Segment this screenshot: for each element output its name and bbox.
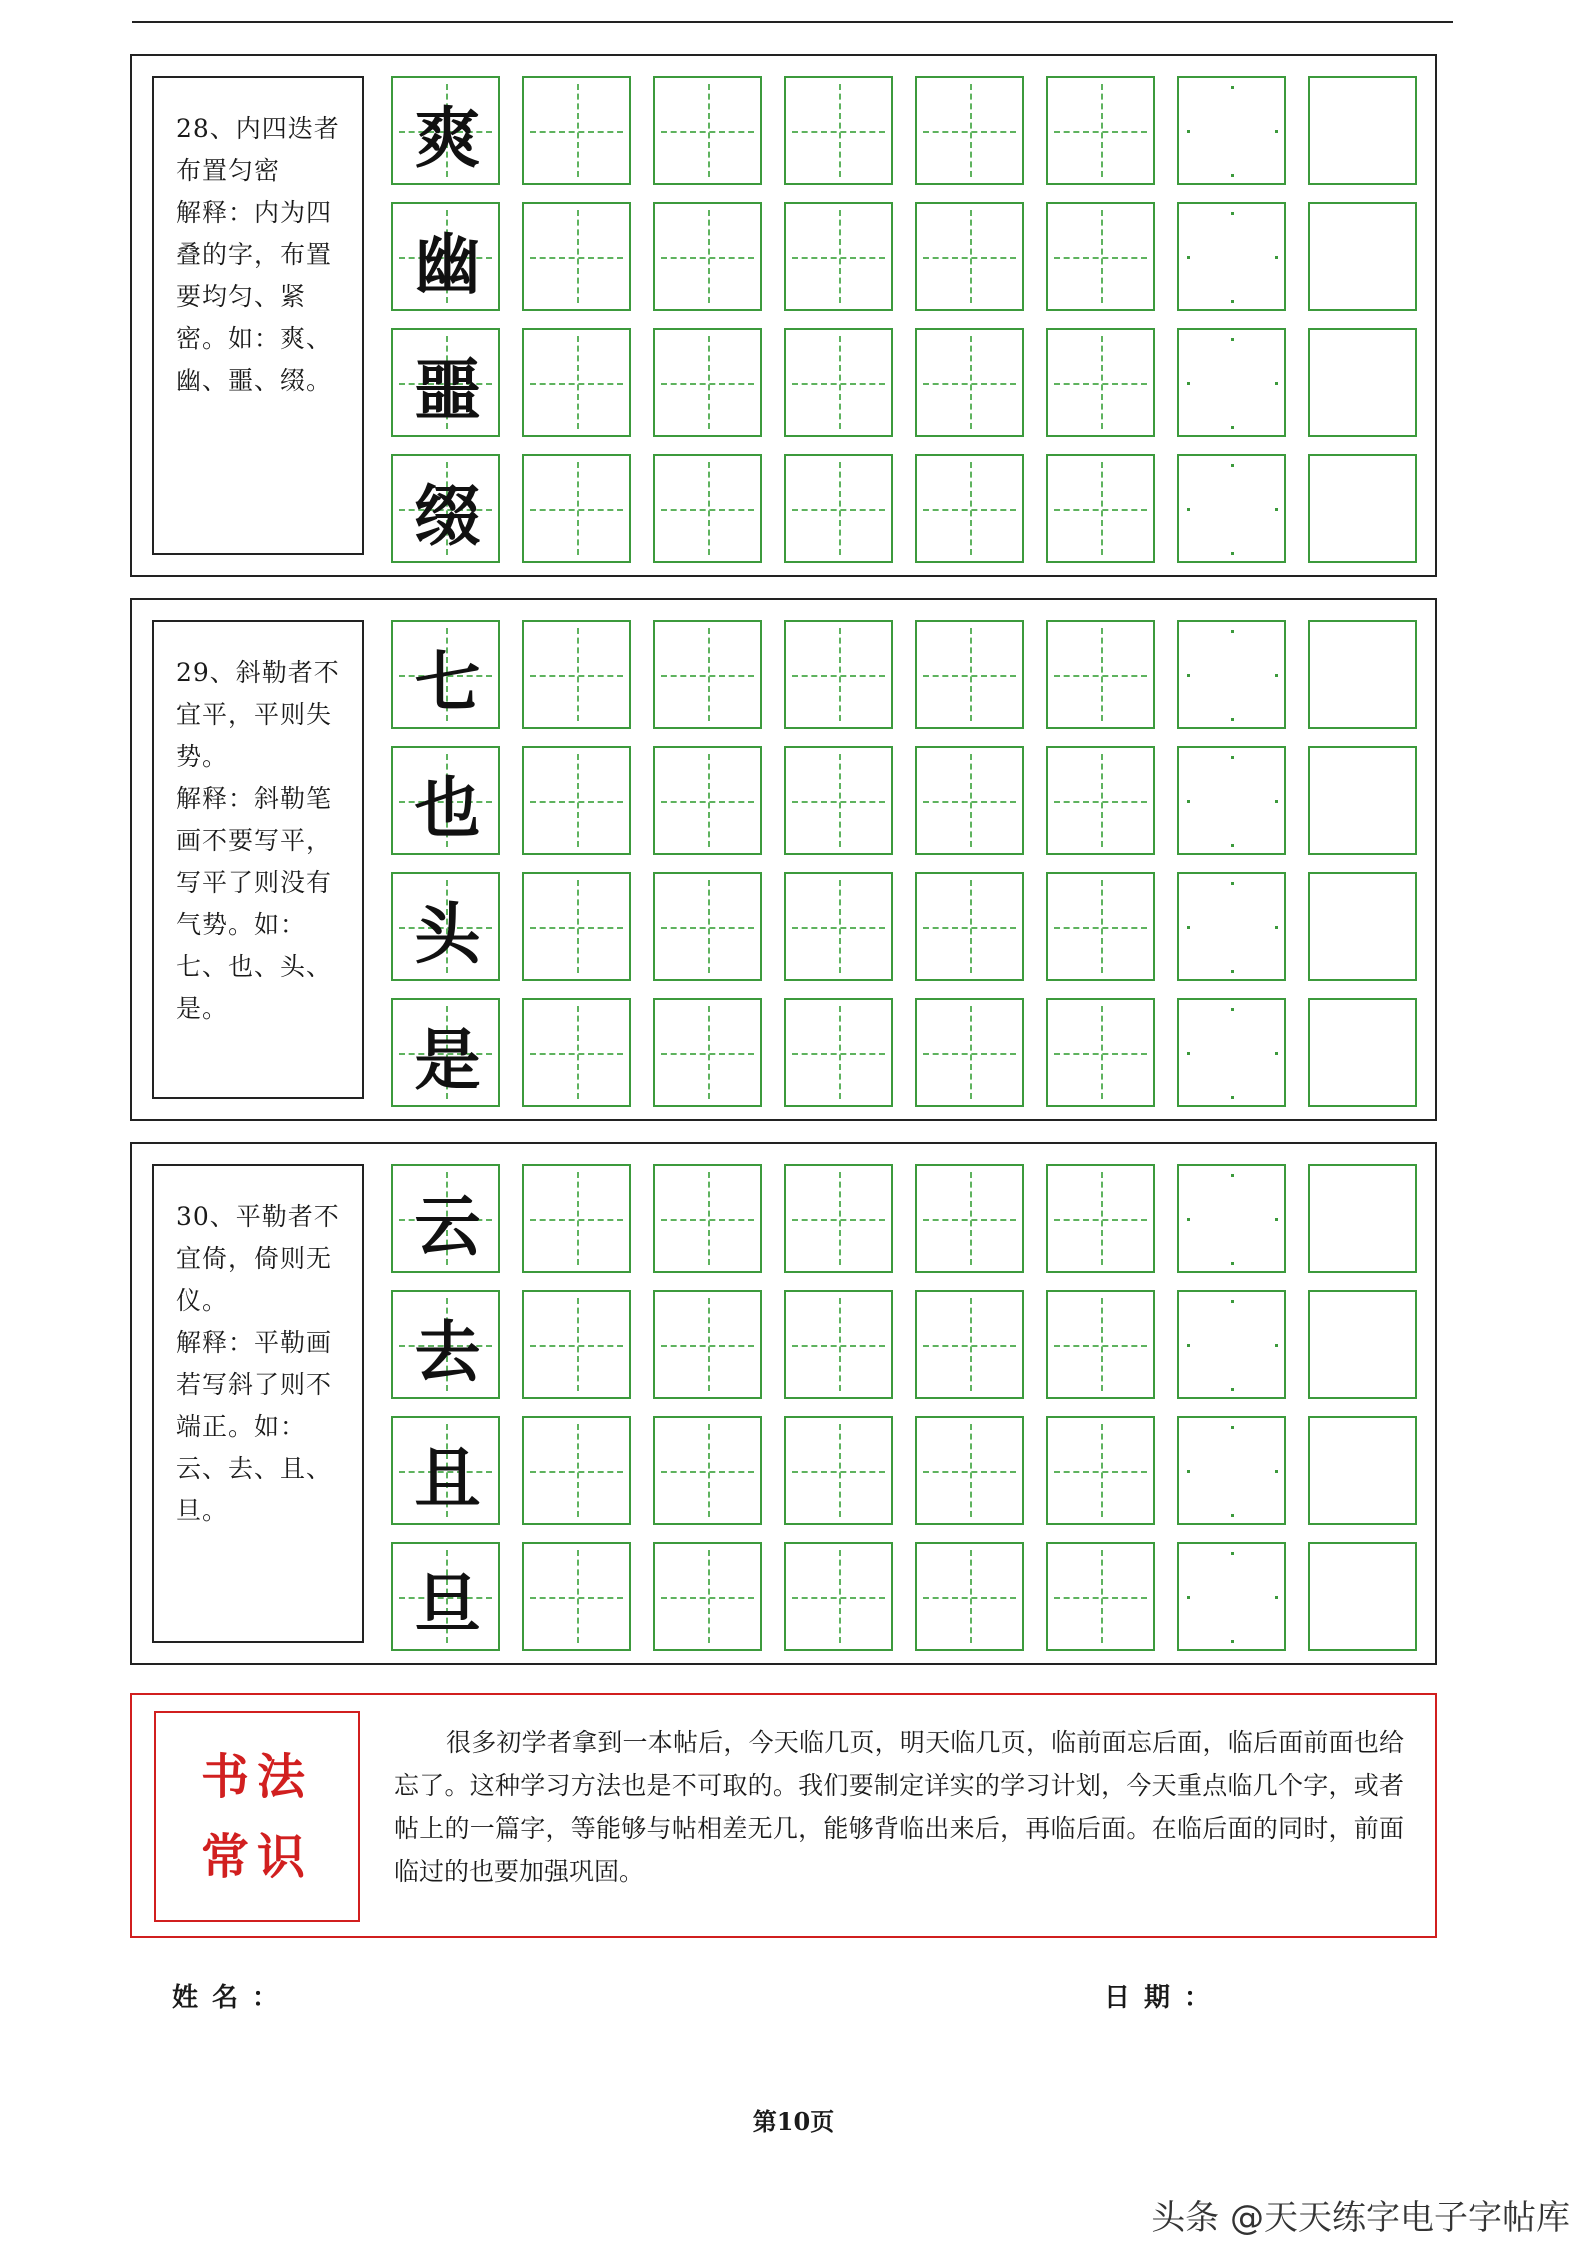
practice-cell-grid[interactable]	[1046, 454, 1155, 563]
tip-title-line1: 书法	[200, 1748, 313, 1805]
practice-cell-grid[interactable]	[522, 328, 631, 437]
practice-cell-grid[interactable]	[915, 76, 1024, 185]
practice-cell-grid[interactable]	[653, 1164, 762, 1273]
practice-cell-grid[interactable]	[522, 454, 631, 563]
practice-cell-blank[interactable]	[1308, 998, 1417, 1107]
practice-cell-grid[interactable]	[653, 1416, 762, 1525]
practice-cell-grid[interactable]	[915, 620, 1024, 729]
practice-cell-grid[interactable]	[1046, 328, 1155, 437]
practice-cell-grid[interactable]	[1046, 746, 1155, 855]
practice-cell-grid[interactable]	[653, 454, 762, 563]
rule-title: 28、内四迭者布置匀密	[176, 114, 340, 185]
practice-cell-grid[interactable]	[784, 454, 893, 563]
practice-cell-grid[interactable]	[522, 1542, 631, 1651]
practice-cell-dotted[interactable]	[1177, 872, 1286, 981]
model-character: 旦	[414, 1565, 481, 1643]
practice-cell-grid[interactable]	[522, 620, 631, 729]
calligraphy-tip-box	[130, 1693, 1437, 1938]
model-character: 缀	[414, 477, 481, 555]
practice-cell-grid[interactable]	[653, 328, 762, 437]
practice-cell-blank[interactable]	[1308, 872, 1417, 981]
practice-cell-dotted[interactable]	[1177, 76, 1286, 185]
practice-cell-grid[interactable]	[784, 872, 893, 981]
practice-cell-grid[interactable]	[653, 746, 762, 855]
model-character-cell	[391, 746, 500, 855]
practice-cell-dotted[interactable]	[1177, 328, 1286, 437]
tip-text: 很多初学者拿到一本帖后，今天临几页，明天临几页，临前面忘后面，临后面前面也给忘了。这种学习方法也是不可取的。我们要制定详实的学习计划，今天重点临几个字，或者帖上的一篇字，等能够与帖相差无几，能够背临出来后，再临后面。在临后面的同时，前面临过的也要加强巩固。	[394, 1728, 1404, 1886]
practice-cell-grid[interactable]	[915, 1290, 1024, 1399]
practice-cell-dotted[interactable]	[1177, 1290, 1286, 1399]
practice-cell-grid[interactable]	[915, 1542, 1024, 1651]
practice-cell-grid[interactable]	[784, 1416, 893, 1525]
practice-cell-grid[interactable]	[653, 620, 762, 729]
practice-cell-grid[interactable]	[1046, 1290, 1155, 1399]
practice-cell-grid[interactable]	[1046, 202, 1155, 311]
model-character-cell	[391, 76, 500, 185]
practice-cell-blank[interactable]	[1308, 746, 1417, 855]
practice-cell-grid[interactable]	[915, 746, 1024, 855]
practice-cell-dotted[interactable]	[1177, 998, 1286, 1107]
model-character: 爽	[414, 99, 481, 177]
practice-cell-blank[interactable]	[1308, 328, 1417, 437]
model-character-cell	[391, 1416, 500, 1525]
model-character-cell	[391, 620, 500, 729]
model-character-cell	[391, 1542, 500, 1651]
practice-section	[130, 598, 1437, 1121]
practice-cell-grid[interactable]	[653, 1542, 762, 1651]
practice-cell-blank[interactable]	[1308, 620, 1417, 729]
model-character: 幽	[414, 225, 481, 303]
rule-title: 29、斜勒者不宜平，平则失势。	[176, 658, 340, 771]
practice-cell-blank[interactable]	[1308, 76, 1417, 185]
practice-cell-dotted[interactable]	[1177, 454, 1286, 563]
model-character: 也	[414, 769, 481, 847]
practice-cell-grid[interactable]	[784, 998, 893, 1107]
practice-cell-dotted[interactable]	[1177, 1542, 1286, 1651]
practice-cell-grid[interactable]	[1046, 1542, 1155, 1651]
practice-cell-grid[interactable]	[915, 328, 1024, 437]
model-character: 七	[414, 643, 481, 721]
page-number: 第10页	[752, 2107, 835, 2136]
name-label: 姓名：	[172, 1983, 293, 2013]
watermark: 头条 @天天练字电子字帖库	[1151, 2198, 1570, 2238]
rule-description	[152, 1164, 364, 1643]
tip-title	[154, 1711, 360, 1922]
practice-cell-grid[interactable]	[784, 746, 893, 855]
model-character-cell	[391, 454, 500, 563]
practice-cell-grid[interactable]	[1046, 1416, 1155, 1525]
top-rule	[132, 21, 1453, 23]
practice-cell-grid[interactable]	[653, 76, 762, 185]
practice-cell-grid[interactable]	[784, 1290, 893, 1399]
rule-explanation: 解释：内为四叠的字，布置要均匀、紧密。如：爽、幽、噩、缀。	[176, 198, 333, 395]
practice-cell-grid[interactable]	[915, 454, 1024, 563]
practice-cell-blank[interactable]	[1308, 454, 1417, 563]
practice-cell-grid[interactable]	[915, 872, 1024, 981]
rule-title: 30、平勒者不宜倚，倚则无仪。	[176, 1202, 340, 1315]
model-character-cell	[391, 1290, 500, 1399]
practice-cell-grid[interactable]	[1046, 620, 1155, 729]
practice-cell-grid[interactable]	[653, 998, 762, 1107]
model-character: 去	[414, 1313, 481, 1391]
practice-cell-grid[interactable]	[1046, 76, 1155, 185]
practice-cell-grid[interactable]	[784, 76, 893, 185]
practice-cell-grid[interactable]	[522, 1416, 631, 1525]
practice-cell-grid[interactable]	[1046, 1164, 1155, 1273]
model-character: 云	[414, 1187, 481, 1265]
model-character: 是	[414, 1021, 481, 1099]
practice-section	[130, 1142, 1437, 1665]
practice-cell-grid[interactable]	[653, 202, 762, 311]
practice-cell-grid[interactable]	[784, 620, 893, 729]
rule-explanation: 解释：斜勒笔画不要写平，写平了则没有气势。如：七、也、头、是。	[176, 784, 333, 1023]
practice-cell-grid[interactable]	[1046, 872, 1155, 981]
practice-cell-grid[interactable]	[784, 1164, 893, 1273]
practice-cell-grid[interactable]	[522, 872, 631, 981]
model-character: 噩	[414, 351, 481, 429]
practice-cell-grid[interactable]	[653, 1290, 762, 1399]
practice-cell-grid[interactable]	[522, 202, 631, 311]
practice-cell-dotted[interactable]	[1177, 202, 1286, 311]
practice-cell-grid[interactable]	[915, 202, 1024, 311]
practice-cell-grid[interactable]	[915, 1164, 1024, 1273]
practice-cell-grid[interactable]	[522, 1164, 631, 1273]
practice-cell-dotted[interactable]	[1177, 746, 1286, 855]
practice-cell-grid[interactable]	[653, 872, 762, 981]
rule-description	[152, 76, 364, 555]
model-character-cell	[391, 328, 500, 437]
practice-cell-dotted[interactable]	[1177, 1416, 1286, 1525]
practice-cell-grid[interactable]	[522, 746, 631, 855]
model-character: 头	[414, 895, 481, 973]
practice-cell-dotted[interactable]	[1177, 1164, 1286, 1273]
practice-cell-grid[interactable]	[784, 328, 893, 437]
practice-cell-grid[interactable]	[784, 1542, 893, 1651]
practice-cell-blank[interactable]	[1308, 1164, 1417, 1273]
practice-cell-blank[interactable]	[1308, 1416, 1417, 1525]
tip-title-line2: 常识	[200, 1828, 313, 1885]
practice-section	[130, 54, 1437, 577]
practice-cell-blank[interactable]	[1308, 1542, 1417, 1651]
rule-description	[152, 620, 364, 1099]
practice-cell-blank[interactable]	[1308, 202, 1417, 311]
model-character-cell	[391, 872, 500, 981]
practice-cell-grid[interactable]	[1046, 998, 1155, 1107]
model-character-cell	[391, 1164, 500, 1273]
practice-cell-grid[interactable]	[522, 1290, 631, 1399]
practice-cell-grid[interactable]	[915, 1416, 1024, 1525]
practice-cell-grid[interactable]	[522, 76, 631, 185]
practice-cell-dotted[interactable]	[1177, 620, 1286, 729]
practice-cell-grid[interactable]	[915, 998, 1024, 1107]
model-character-cell	[391, 998, 500, 1107]
date-label: 日期：	[1104, 1983, 1225, 2013]
rule-explanation: 解释：平勒画若写斜了则不端正。如：云、去、且、旦。	[176, 1328, 333, 1525]
model-character-cell	[391, 202, 500, 311]
practice-cell-blank[interactable]	[1308, 1290, 1417, 1399]
practice-cell-grid[interactable]	[784, 202, 893, 311]
practice-cell-grid[interactable]	[522, 998, 631, 1107]
model-character: 且	[414, 1439, 481, 1517]
